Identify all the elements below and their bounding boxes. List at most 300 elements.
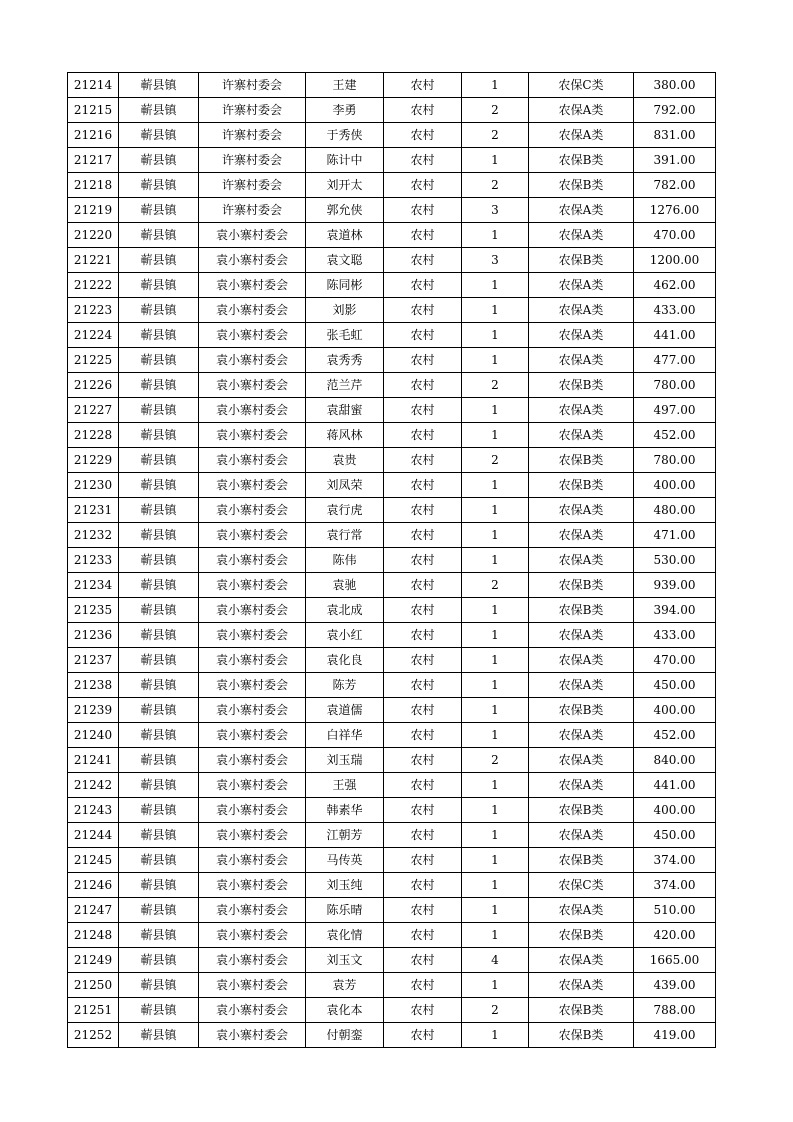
area-type-cell: 农村 — [384, 823, 462, 848]
insurance-category-cell: 农保A类 — [529, 223, 634, 248]
insurance-category-cell: 农保A类 — [529, 648, 634, 673]
amount-cell: 1200.00 — [634, 248, 716, 273]
household-count-cell: 1 — [462, 223, 529, 248]
name-cell: 李勇 — [306, 98, 384, 123]
amount-cell: 470.00 — [634, 223, 716, 248]
village-committee-cell: 袁小寨村委会 — [199, 773, 306, 798]
town-cell: 蕲县镇 — [119, 373, 199, 398]
household-count-cell: 1 — [462, 523, 529, 548]
village-committee-cell: 许寨村委会 — [199, 148, 306, 173]
row-id-cell: 21221 — [68, 248, 119, 273]
table-row — [68, 748, 716, 773]
household-count-cell: 1 — [462, 923, 529, 948]
village-committee-cell: 袁小寨村委会 — [199, 523, 306, 548]
town-cell: 蕲县镇 — [119, 323, 199, 348]
amount-cell: 480.00 — [634, 498, 716, 523]
row-id-cell: 21229 — [68, 448, 119, 473]
row-id-cell: 21246 — [68, 873, 119, 898]
area-type-cell: 农村 — [384, 973, 462, 998]
area-type-cell: 农村 — [384, 423, 462, 448]
town-cell: 蕲县镇 — [119, 598, 199, 623]
household-count-cell: 4 — [462, 948, 529, 973]
area-type-cell: 农村 — [384, 648, 462, 673]
town-cell: 蕲县镇 — [119, 123, 199, 148]
table-row — [68, 1023, 716, 1048]
area-type-cell: 农村 — [384, 448, 462, 473]
row-id-cell: 21247 — [68, 898, 119, 923]
name-cell: 刘玉文 — [306, 948, 384, 973]
town-cell: 蕲县镇 — [119, 948, 199, 973]
name-cell: 付朝銮 — [306, 1023, 384, 1048]
table-row — [68, 423, 716, 448]
household-count-cell: 2 — [462, 998, 529, 1023]
insurance-category-cell: 农保B类 — [529, 173, 634, 198]
town-cell: 蕲县镇 — [119, 848, 199, 873]
insurance-category-cell: 农保A类 — [529, 273, 634, 298]
name-cell: 袁行虎 — [306, 498, 384, 523]
name-cell: 袁甜蜜 — [306, 398, 384, 423]
amount-cell: 780.00 — [634, 448, 716, 473]
insurance-category-cell: 农保C类 — [529, 73, 634, 98]
insurance-category-cell: 农保C类 — [529, 873, 634, 898]
insurance-category-cell: 农保A类 — [529, 123, 634, 148]
amount-cell: 374.00 — [634, 873, 716, 898]
amount-cell: 497.00 — [634, 398, 716, 423]
data-table — [67, 72, 716, 1048]
row-id-cell: 21234 — [68, 573, 119, 598]
household-count-cell: 2 — [462, 123, 529, 148]
insurance-category-cell: 农保A类 — [529, 973, 634, 998]
household-count-cell: 1 — [462, 873, 529, 898]
household-count-cell: 2 — [462, 573, 529, 598]
area-type-cell: 农村 — [384, 223, 462, 248]
village-committee-cell: 袁小寨村委会 — [199, 548, 306, 573]
name-cell: 袁化情 — [306, 923, 384, 948]
household-count-cell: 1 — [462, 398, 529, 423]
name-cell: 蒋风林 — [306, 423, 384, 448]
row-id-cell: 21250 — [68, 973, 119, 998]
town-cell: 蕲县镇 — [119, 523, 199, 548]
amount-cell: 452.00 — [634, 423, 716, 448]
household-count-cell: 1 — [462, 623, 529, 648]
amount-cell: 380.00 — [634, 73, 716, 98]
town-cell: 蕲县镇 — [119, 223, 199, 248]
row-id-cell: 21232 — [68, 523, 119, 548]
area-type-cell: 农村 — [384, 348, 462, 373]
area-type-cell: 农村 — [384, 923, 462, 948]
row-id-cell: 21228 — [68, 423, 119, 448]
town-cell: 蕲县镇 — [119, 298, 199, 323]
town-cell: 蕲县镇 — [119, 548, 199, 573]
town-cell: 蕲县镇 — [119, 748, 199, 773]
insurance-category-cell: 农保A类 — [529, 773, 634, 798]
town-cell: 蕲县镇 — [119, 823, 199, 848]
area-type-cell: 农村 — [384, 1023, 462, 1048]
village-committee-cell: 袁小寨村委会 — [199, 573, 306, 598]
row-id-cell: 21215 — [68, 98, 119, 123]
town-cell: 蕲县镇 — [119, 773, 199, 798]
insurance-category-cell: 农保A类 — [529, 898, 634, 923]
town-cell: 蕲县镇 — [119, 148, 199, 173]
insurance-category-cell: 农保B类 — [529, 698, 634, 723]
row-id-cell: 21216 — [68, 123, 119, 148]
village-committee-cell: 袁小寨村委会 — [199, 823, 306, 848]
table-row — [68, 73, 716, 98]
town-cell: 蕲县镇 — [119, 873, 199, 898]
row-id-cell: 21235 — [68, 598, 119, 623]
table-row — [68, 973, 716, 998]
insurance-category-cell: 农保A类 — [529, 348, 634, 373]
row-id-cell: 21230 — [68, 473, 119, 498]
village-committee-cell: 许寨村委会 — [199, 73, 306, 98]
table-row — [68, 548, 716, 573]
insurance-category-cell: 农保A类 — [529, 823, 634, 848]
table-row — [68, 148, 716, 173]
amount-cell: 452.00 — [634, 723, 716, 748]
insurance-category-cell: 农保A类 — [529, 98, 634, 123]
amount-cell: 419.00 — [634, 1023, 716, 1048]
area-type-cell: 农村 — [384, 273, 462, 298]
amount-cell: 840.00 — [634, 748, 716, 773]
name-cell: 刘凤荣 — [306, 473, 384, 498]
name-cell: 江朝芳 — [306, 823, 384, 848]
area-type-cell: 农村 — [384, 523, 462, 548]
insurance-category-cell: 农保B类 — [529, 573, 634, 598]
town-cell: 蕲县镇 — [119, 98, 199, 123]
table-row — [68, 723, 716, 748]
row-id-cell: 21238 — [68, 673, 119, 698]
amount-cell: 470.00 — [634, 648, 716, 673]
amount-cell: 450.00 — [634, 823, 716, 848]
village-committee-cell: 袁小寨村委会 — [199, 323, 306, 348]
insurance-category-cell: 农保B类 — [529, 923, 634, 948]
table-row — [68, 648, 716, 673]
area-type-cell: 农村 — [384, 748, 462, 773]
table-row — [68, 298, 716, 323]
row-id-cell: 21231 — [68, 498, 119, 523]
table-row — [68, 573, 716, 598]
name-cell: 袁北成 — [306, 598, 384, 623]
row-id-cell: 21239 — [68, 698, 119, 723]
area-type-cell: 农村 — [384, 898, 462, 923]
amount-cell: 471.00 — [634, 523, 716, 548]
amount-cell: 400.00 — [634, 798, 716, 823]
insurance-category-cell: 农保B类 — [529, 798, 634, 823]
table-row — [68, 123, 716, 148]
village-committee-cell: 袁小寨村委会 — [199, 998, 306, 1023]
row-id-cell: 21241 — [68, 748, 119, 773]
amount-cell: 400.00 — [634, 698, 716, 723]
town-cell: 蕲县镇 — [119, 623, 199, 648]
insurance-category-cell: 农保A类 — [529, 723, 634, 748]
area-type-cell: 农村 — [384, 173, 462, 198]
table-row — [68, 373, 716, 398]
insurance-category-cell: 农保B类 — [529, 1023, 634, 1048]
village-committee-cell: 袁小寨村委会 — [199, 598, 306, 623]
amount-cell: 780.00 — [634, 373, 716, 398]
amount-cell: 433.00 — [634, 298, 716, 323]
area-type-cell: 农村 — [384, 323, 462, 348]
village-committee-cell: 袁小寨村委会 — [199, 473, 306, 498]
village-committee-cell: 袁小寨村委会 — [199, 373, 306, 398]
town-cell: 蕲县镇 — [119, 798, 199, 823]
household-count-cell: 2 — [462, 98, 529, 123]
household-count-cell: 2 — [462, 448, 529, 473]
household-count-cell: 1 — [462, 348, 529, 373]
name-cell: 袁文聪 — [306, 248, 384, 273]
table-row — [68, 998, 716, 1023]
insurance-category-cell: 农保B类 — [529, 448, 634, 473]
name-cell: 袁道林 — [306, 223, 384, 248]
table-row — [68, 448, 716, 473]
table-row — [68, 598, 716, 623]
household-count-cell: 1 — [462, 423, 529, 448]
village-committee-cell: 袁小寨村委会 — [199, 298, 306, 323]
table-row — [68, 923, 716, 948]
village-committee-cell: 许寨村委会 — [199, 98, 306, 123]
village-committee-cell: 袁小寨村委会 — [199, 923, 306, 948]
table-row — [68, 698, 716, 723]
area-type-cell: 农村 — [384, 573, 462, 598]
area-type-cell: 农村 — [384, 473, 462, 498]
row-id-cell: 21218 — [68, 173, 119, 198]
name-cell: 陈计中 — [306, 148, 384, 173]
village-committee-cell: 袁小寨村委会 — [199, 898, 306, 923]
village-committee-cell: 袁小寨村委会 — [199, 698, 306, 723]
household-count-cell: 1 — [462, 773, 529, 798]
area-type-cell: 农村 — [384, 773, 462, 798]
town-cell: 蕲县镇 — [119, 498, 199, 523]
area-type-cell: 农村 — [384, 398, 462, 423]
insurance-category-cell: 农保A类 — [529, 673, 634, 698]
village-committee-cell: 许寨村委会 — [199, 123, 306, 148]
household-count-cell: 1 — [462, 1023, 529, 1048]
household-count-cell: 1 — [462, 323, 529, 348]
name-cell: 袁化本 — [306, 998, 384, 1023]
row-id-cell: 21224 — [68, 323, 119, 348]
area-type-cell: 农村 — [384, 948, 462, 973]
household-count-cell: 1 — [462, 473, 529, 498]
area-type-cell: 农村 — [384, 723, 462, 748]
name-cell: 郭允侠 — [306, 198, 384, 223]
amount-cell: 1665.00 — [634, 948, 716, 973]
insurance-category-cell: 农保B类 — [529, 148, 634, 173]
table-body — [68, 73, 716, 1048]
name-cell: 刘玉纯 — [306, 873, 384, 898]
area-type-cell: 农村 — [384, 73, 462, 98]
table-row — [68, 523, 716, 548]
amount-cell: 831.00 — [634, 123, 716, 148]
amount-cell: 433.00 — [634, 623, 716, 648]
row-id-cell: 21242 — [68, 773, 119, 798]
name-cell: 韩素华 — [306, 798, 384, 823]
name-cell: 刘玉瑞 — [306, 748, 384, 773]
row-id-cell: 21226 — [68, 373, 119, 398]
village-committee-cell: 许寨村委会 — [199, 198, 306, 223]
name-cell: 王建 — [306, 73, 384, 98]
household-count-cell: 1 — [462, 298, 529, 323]
row-id-cell: 21252 — [68, 1023, 119, 1048]
area-type-cell: 农村 — [384, 298, 462, 323]
area-type-cell: 农村 — [384, 698, 462, 723]
row-id-cell: 21223 — [68, 298, 119, 323]
name-cell: 刘开太 — [306, 173, 384, 198]
table-row — [68, 223, 716, 248]
row-id-cell: 21233 — [68, 548, 119, 573]
name-cell: 刘影 — [306, 298, 384, 323]
area-type-cell: 农村 — [384, 148, 462, 173]
village-committee-cell: 袁小寨村委会 — [199, 648, 306, 673]
name-cell: 袁小红 — [306, 623, 384, 648]
household-count-cell: 1 — [462, 848, 529, 873]
insurance-category-cell: 农保A类 — [529, 498, 634, 523]
name-cell: 白祥华 — [306, 723, 384, 748]
area-type-cell: 农村 — [384, 673, 462, 698]
area-type-cell: 农村 — [384, 548, 462, 573]
table-row — [68, 348, 716, 373]
household-count-cell: 1 — [462, 598, 529, 623]
insurance-category-cell: 农保A类 — [529, 423, 634, 448]
insurance-category-cell: 农保A类 — [529, 523, 634, 548]
area-type-cell: 农村 — [384, 798, 462, 823]
amount-cell: 441.00 — [634, 773, 716, 798]
household-count-cell: 1 — [462, 273, 529, 298]
insurance-category-cell: 农保B类 — [529, 998, 634, 1023]
name-cell: 张毛虹 — [306, 323, 384, 348]
village-committee-cell: 袁小寨村委会 — [199, 798, 306, 823]
village-committee-cell: 袁小寨村委会 — [199, 248, 306, 273]
town-cell: 蕲县镇 — [119, 698, 199, 723]
name-cell: 袁道儒 — [306, 698, 384, 723]
name-cell: 王强 — [306, 773, 384, 798]
town-cell: 蕲县镇 — [119, 673, 199, 698]
table-row — [68, 948, 716, 973]
table-row — [68, 873, 716, 898]
household-count-cell: 1 — [462, 498, 529, 523]
name-cell: 陈乐晴 — [306, 898, 384, 923]
row-id-cell: 21243 — [68, 798, 119, 823]
name-cell: 陈伟 — [306, 548, 384, 573]
table-row — [68, 798, 716, 823]
household-count-cell: 1 — [462, 973, 529, 998]
amount-cell: 439.00 — [634, 973, 716, 998]
village-committee-cell: 袁小寨村委会 — [199, 723, 306, 748]
area-type-cell: 农村 — [384, 598, 462, 623]
insurance-category-cell: 农保B类 — [529, 598, 634, 623]
household-count-cell: 1 — [462, 73, 529, 98]
insurance-category-cell: 农保A类 — [529, 623, 634, 648]
area-type-cell: 农村 — [384, 998, 462, 1023]
village-committee-cell: 袁小寨村委会 — [199, 223, 306, 248]
amount-cell: 374.00 — [634, 848, 716, 873]
area-type-cell: 农村 — [384, 873, 462, 898]
table-row — [68, 248, 716, 273]
insurance-category-cell: 农保B类 — [529, 848, 634, 873]
household-count-cell: 3 — [462, 198, 529, 223]
village-committee-cell: 袁小寨村委会 — [199, 623, 306, 648]
row-id-cell: 21219 — [68, 198, 119, 223]
amount-cell: 792.00 — [634, 98, 716, 123]
village-committee-cell: 许寨村委会 — [199, 173, 306, 198]
amount-cell: 462.00 — [634, 273, 716, 298]
village-committee-cell: 袁小寨村委会 — [199, 348, 306, 373]
row-id-cell: 21220 — [68, 223, 119, 248]
table-row — [68, 498, 716, 523]
town-cell: 蕲县镇 — [119, 248, 199, 273]
row-id-cell: 21236 — [68, 623, 119, 648]
town-cell: 蕲县镇 — [119, 273, 199, 298]
row-id-cell: 21222 — [68, 273, 119, 298]
area-type-cell: 农村 — [384, 248, 462, 273]
table-row — [68, 98, 716, 123]
insurance-category-cell: 农保A类 — [529, 948, 634, 973]
row-id-cell: 21244 — [68, 823, 119, 848]
amount-cell: 782.00 — [634, 173, 716, 198]
row-id-cell: 21217 — [68, 148, 119, 173]
town-cell: 蕲县镇 — [119, 1023, 199, 1048]
row-id-cell: 21240 — [68, 723, 119, 748]
household-count-cell: 1 — [462, 723, 529, 748]
row-id-cell: 21251 — [68, 998, 119, 1023]
area-type-cell: 农村 — [384, 623, 462, 648]
household-count-cell: 2 — [462, 173, 529, 198]
town-cell: 蕲县镇 — [119, 473, 199, 498]
row-id-cell: 21227 — [68, 398, 119, 423]
town-cell: 蕲县镇 — [119, 898, 199, 923]
name-cell: 袁行常 — [306, 523, 384, 548]
insurance-category-cell: 农保A类 — [529, 298, 634, 323]
area-type-cell: 农村 — [384, 498, 462, 523]
insurance-category-cell: 农保B类 — [529, 373, 634, 398]
town-cell: 蕲县镇 — [119, 573, 199, 598]
row-id-cell: 21249 — [68, 948, 119, 973]
table-row — [68, 898, 716, 923]
village-committee-cell: 袁小寨村委会 — [199, 1023, 306, 1048]
insurance-category-cell: 农保A类 — [529, 748, 634, 773]
table-row — [68, 173, 716, 198]
household-count-cell: 1 — [462, 798, 529, 823]
insurance-category-cell: 农保B类 — [529, 248, 634, 273]
town-cell: 蕲县镇 — [119, 998, 199, 1023]
insurance-category-cell: 农保A类 — [529, 323, 634, 348]
table-row — [68, 198, 716, 223]
household-count-cell: 1 — [462, 823, 529, 848]
name-cell: 陈芳 — [306, 673, 384, 698]
town-cell: 蕲县镇 — [119, 198, 199, 223]
area-type-cell: 农村 — [384, 98, 462, 123]
amount-cell: 510.00 — [634, 898, 716, 923]
village-committee-cell: 袁小寨村委会 — [199, 848, 306, 873]
name-cell: 袁芳 — [306, 973, 384, 998]
amount-cell: 394.00 — [634, 598, 716, 623]
area-type-cell: 农村 — [384, 848, 462, 873]
insurance-category-cell: 农保A类 — [529, 548, 634, 573]
name-cell: 于秀侠 — [306, 123, 384, 148]
amount-cell: 477.00 — [634, 348, 716, 373]
name-cell: 马传英 — [306, 848, 384, 873]
amount-cell: 939.00 — [634, 573, 716, 598]
area-type-cell: 农村 — [384, 123, 462, 148]
insurance-category-cell: 农保A类 — [529, 398, 634, 423]
town-cell: 蕲县镇 — [119, 448, 199, 473]
table-row — [68, 398, 716, 423]
row-id-cell: 21225 — [68, 348, 119, 373]
town-cell: 蕲县镇 — [119, 348, 199, 373]
town-cell: 蕲县镇 — [119, 923, 199, 948]
village-committee-cell: 袁小寨村委会 — [199, 973, 306, 998]
household-count-cell: 2 — [462, 373, 529, 398]
table-row — [68, 323, 716, 348]
